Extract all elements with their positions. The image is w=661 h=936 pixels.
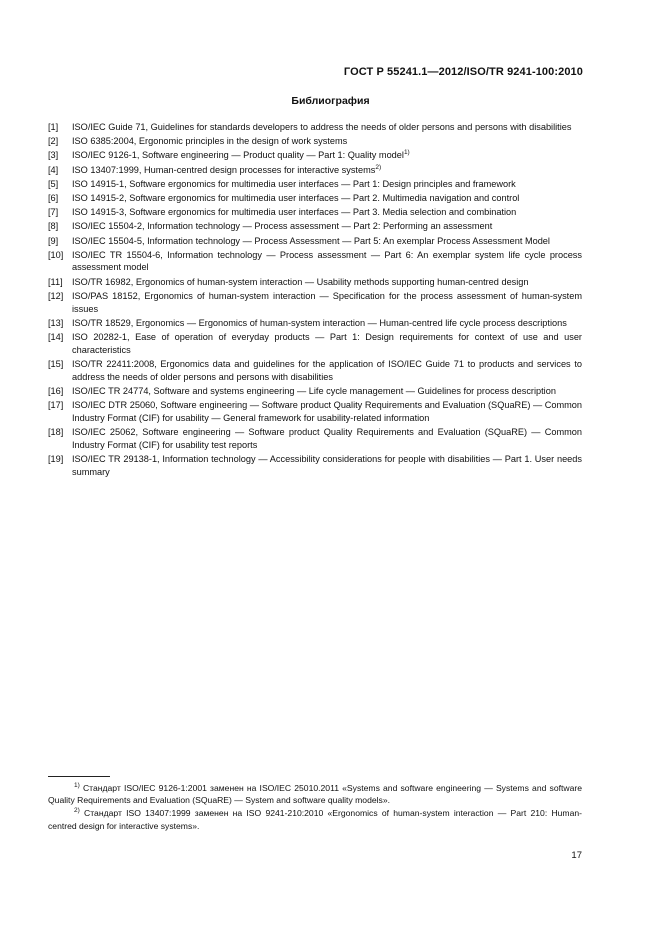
- bibliography-entry: [48, 290, 582, 316]
- entry-text-body: ISO 13407:1999, Human-centred design processes for interactive systems: [72, 164, 376, 175]
- footnote: [48, 782, 582, 806]
- entry-text-body: ISO/IEC 9126-1, Software engineering — Product quality — Part 1: Quality model: [72, 150, 404, 161]
- bibliography-entry: [48, 135, 582, 148]
- entry-number: [12]: [48, 290, 64, 301]
- entry-text: ISO/TR 16982, Ergonomics of human-system interaction — Usability methods supporting human-centred design: [72, 276, 529, 287]
- entry-number: [16]: [48, 386, 64, 396]
- entry-text: [72, 164, 582, 177]
- entry-number: [3]: [48, 150, 59, 161]
- bibliography-entry: [48, 399, 582, 425]
- bibliography-entry: [48, 249, 582, 275]
- bibliography-entry: [48, 206, 582, 219]
- entry-text: ISO/IEC Guide 71, Guidelines for standards developers to address the needs of older persons and persons with disabilities: [72, 122, 572, 132]
- entry-text: ISO/IEC TR 29138-1, Information technology — Accessibility considerations for people with disabilities — Part 1. User needs summary: [72, 454, 582, 477]
- entry-number: [10]: [48, 249, 64, 260]
- entry-number: [1]: [48, 122, 59, 132]
- bibliography-entry: [48, 331, 582, 357]
- entry-text: ISO/IEC 15504-5, Information technology — Process Assessment — Part 5: An exemplar Process Assessment Model: [72, 235, 550, 246]
- footnote-mark: 2): [74, 807, 80, 815]
- entry-number: [6]: [48, 192, 59, 203]
- bibliography-entry: [48, 235, 582, 248]
- entry-text: ISO 6385:2004, Ergonomic principles in the design of work systems: [72, 136, 348, 147]
- footnote: [48, 807, 582, 831]
- entry-text: ISO 14915-2, Software ergonomics for multimedia user interfaces — Part 2. Multimedia navigation and control: [72, 192, 520, 203]
- entry-number: [4]: [48, 164, 59, 175]
- entry-number: [19]: [48, 454, 64, 465]
- entry-text: ISO 14915-3, Software ergonomics for multimedia user interfaces — Part 3. Media selection and combination: [72, 207, 517, 218]
- entry-number: [2]: [48, 136, 59, 147]
- bibliography-list: [48, 121, 582, 480]
- footnote-ref: 1): [403, 149, 410, 157]
- bibliography-entry: [48, 149, 582, 162]
- entry-text: ISO/TR 22411:2008, Ergonomics data and guidelines for the application of ISO/IEC Guide 71 to products and services to address the needs of older persons and persons with disabilities: [72, 359, 582, 382]
- footnote-separator: [48, 776, 110, 777]
- bibliography-entry: [48, 178, 582, 191]
- footnote-mark: 1): [74, 782, 80, 790]
- entry-number: [15]: [48, 359, 64, 370]
- footnotes: [48, 782, 582, 833]
- bibliography-entry: [48, 192, 582, 205]
- entry-text: ISO/IEC TR 15504-6, Information technology — Process assessment — Part 6: An exemplar system life cycle process assessment model: [72, 249, 582, 273]
- entry-number: [11]: [48, 276, 63, 287]
- bibliography-entry: [48, 220, 582, 233]
- bibliography-entry: [48, 453, 582, 479]
- entry-number: [9]: [48, 235, 59, 246]
- entry-number: [7]: [48, 207, 59, 218]
- entry-number: [18]: [48, 427, 64, 438]
- entry-number: [8]: [48, 221, 59, 232]
- entry-number: [5]: [48, 178, 59, 189]
- bibliography-entry: [48, 426, 582, 452]
- entry-text: ISO/PAS 18152, Ergonomics of human-system interaction — Specification for the process assessment of human-system issues: [72, 290, 582, 314]
- page-number: 17: [571, 850, 582, 861]
- entry-text: ISO/IEC DTR 25060, Software engineering — Software product Quality Requirements and Evaluation (SQuaRE) — Common Industry Format (CIF) for usability — General framework for usability-related information: [72, 400, 582, 423]
- bibliography-entry: [48, 121, 582, 134]
- footnote-text: Стандарт ISO 13407:1999 заменен на ISO 9241-210:2010 «Ergonomics of human-system interaction — Part 210: Human-centred design for interactive systems».: [48, 808, 583, 831]
- entry-number: [13]: [48, 317, 64, 328]
- entry-text: ISO/IEC 15504-2, Information technology — Process assessment — Part 2: Performing an assessment: [72, 221, 493, 232]
- entry-number: [14]: [48, 332, 64, 343]
- bibliography-entry: [48, 164, 582, 177]
- document-header-code: ГОСТ Р 55241.1—2012/ISO/TR 9241-100:2010: [343, 66, 583, 78]
- bibliography-entry: [48, 358, 582, 384]
- bibliography-entry: [48, 276, 582, 289]
- entry-text: ISO 20282-1, Ease of operation of everyday products — Part 1: Design requirements for context of use and user characteristics: [72, 332, 582, 355]
- bibliography-title: Библиография: [291, 95, 370, 107]
- bibliography-entry: [48, 317, 582, 330]
- footnote-text: Стандарт ISO/IEC 9126-1:2001 заменен на ISO/IEC 25010.2011 «Systems and software engineering — Systems and software Quality Requirements and Evaluation (SQuaRE) — System and software quality models».: [48, 783, 583, 806]
- entry-text: ISO/IEC 25062, Software engineering — Software product Quality Requirements and Evaluation (SQuaRE) — Common Industry Format (CIF) for usability test reports: [72, 427, 582, 450]
- entry-text: ISO/IEC TR 24774, Software and systems engineering — Life cycle management — Guidelines for process description: [72, 386, 556, 396]
- footnote-ref: 2): [375, 163, 382, 171]
- bibliography-entry: [48, 385, 582, 398]
- entry-number: [17]: [48, 400, 64, 411]
- entry-text: ISO/TR 18529, Ergonomics — Ergonomics of human-system interaction — Human-centred life cycle process descriptions: [72, 317, 567, 328]
- entry-text: ISO 14915-1, Software ergonomics for multimedia user interfaces — Part 1: Design principles and framework: [72, 178, 516, 189]
- entry-text: [72, 149, 582, 162]
